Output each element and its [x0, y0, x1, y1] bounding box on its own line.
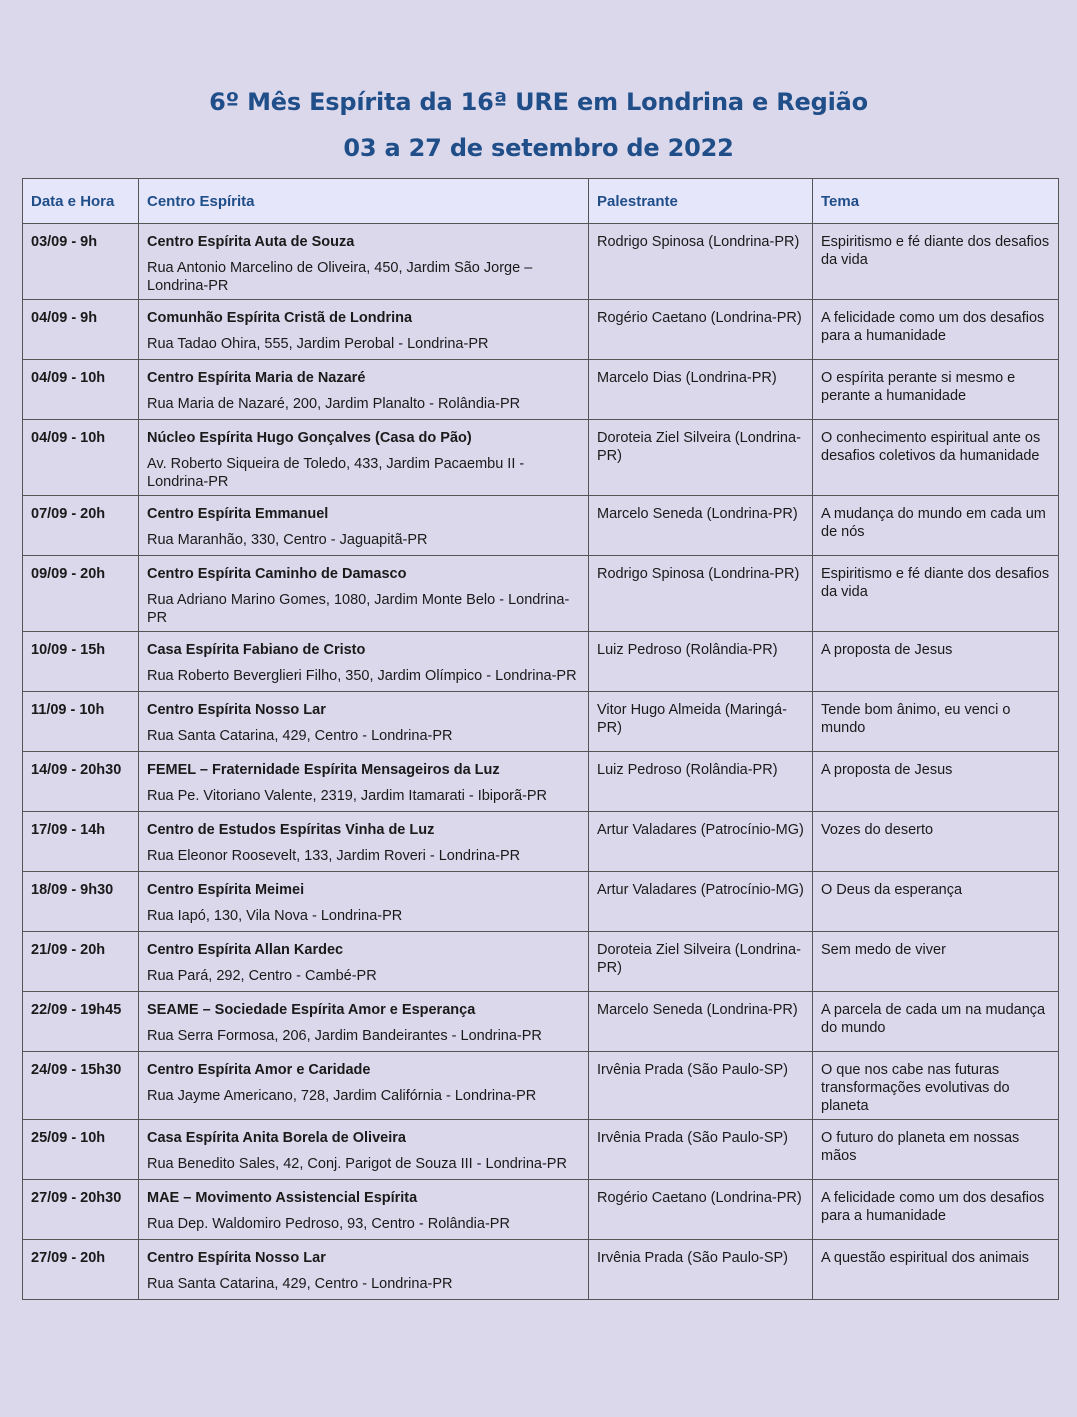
page-subtitle-dates: 03 a 27 de setembro de 2022: [343, 134, 734, 162]
center-name: Centro Espírita Maria de Nazaré: [147, 370, 366, 386]
table-row: [23, 360, 1059, 420]
date-time-cell: 09/09 - 20h: [23, 556, 139, 632]
center-address: Rua Santa Catarina, 429, Centro - Londrina-PR: [147, 728, 453, 744]
center-name: Comunhão Espírita Cristã de Londrina: [147, 310, 413, 326]
center-address: Rua Jayme Americano, 728, Jardim Califórnia - Londrina-PR: [147, 1088, 537, 1104]
date-time-cell: 24/09 - 15h30: [23, 1052, 139, 1120]
header-center: Centro Espírita: [139, 179, 589, 224]
center-address: Rua Dep. Waldomiro Pedroso, 93, Centro - Rolândia-PR: [147, 1216, 510, 1232]
center-address: Rua Benedito Sales, 42, Conj. Parigot de Souza III - Londrina-PR: [147, 1156, 567, 1172]
theme-cell: Tende bom ânimo, eu venci o mundo: [813, 692, 1059, 752]
header-date-time: Data e Hora: [23, 179, 139, 224]
speaker-cell: Rodrigo Spinosa (Londrina-PR): [589, 224, 813, 300]
table-row: [23, 872, 1059, 932]
center-address: Rua Maria de Nazaré, 200, Jardim Planalto - Rolândia-PR: [147, 396, 521, 412]
speaker-cell: Marcelo Dias (Londrina-PR): [589, 360, 813, 420]
date-time-cell: 04/09 - 10h: [23, 360, 139, 420]
center-name: FEMEL – Fraternidade Espírita Mensageiros da Luz: [147, 762, 500, 778]
table-row: [23, 1120, 1059, 1180]
center-name: Centro Espírita Emmanuel: [147, 506, 329, 522]
theme-cell: A parcela de cada um na mudança do mundo: [813, 992, 1059, 1052]
center-address: Rua Iapó, 130, Vila Nova - Londrina-PR: [147, 908, 403, 924]
center-cell: [139, 872, 589, 932]
date-time-cell: 22/09 - 19h45: [23, 992, 139, 1052]
date-time-cell: 03/09 - 9h: [23, 224, 139, 300]
table-row: [23, 224, 1059, 300]
center-name: Núcleo Espírita Hugo Gonçalves (Casa do Pão): [147, 430, 472, 446]
speaker-cell: Rogério Caetano (Londrina-PR): [589, 300, 813, 360]
theme-cell: A proposta de Jesus: [813, 632, 1059, 692]
header-theme: Tema: [813, 179, 1059, 224]
schedule-table: [22, 178, 1059, 1300]
date-time-cell: 10/09 - 15h: [23, 632, 139, 692]
center-name: Casa Espírita Anita Borela de Oliveira: [147, 1130, 406, 1146]
center-address: Rua Serra Formosa, 206, Jardim Bandeirantes - Londrina-PR: [147, 1028, 542, 1044]
center-address: Rua Eleonor Roosevelt, 133, Jardim Roveri - Londrina-PR: [147, 848, 521, 864]
center-name: Casa Espírita Fabiano de Cristo: [147, 642, 366, 658]
date-time-cell: 04/09 - 10h: [23, 420, 139, 496]
theme-cell: Sem medo de viver: [813, 932, 1059, 992]
center-cell: [139, 1120, 589, 1180]
center-address: Av. Roberto Siqueira de Toledo, 433, Jardim Pacaembu II - Londrina-PR: [147, 456, 525, 490]
date-time-cell: 14/09 - 20h30: [23, 752, 139, 812]
center-address: Rua Antonio Marcelino de Oliveira, 450, Jardim São Jorge – Londrina-PR: [147, 260, 533, 294]
page-title: 6º Mês Espírita da 16ª URE em Londrina e Região: [209, 88, 868, 116]
center-name: Centro Espírita Auta de Souza: [147, 234, 355, 250]
center-cell: [139, 224, 589, 300]
speaker-cell: Irvênia Prada (São Paulo-SP): [589, 1120, 813, 1180]
center-cell: [139, 632, 589, 692]
table-row: [23, 300, 1059, 360]
center-address: Rua Roberto Beverglieri Filho, 350, Jardim Olímpico - Londrina-PR: [147, 668, 577, 684]
table-row: [23, 496, 1059, 556]
table-body: [23, 224, 1059, 1300]
table-header-row: [23, 179, 1059, 224]
center-name: SEAME – Sociedade Espírita Amor e Esperança: [147, 1002, 476, 1018]
speaker-cell: Luiz Pedroso (Rolândia-PR): [589, 632, 813, 692]
table-row: [23, 992, 1059, 1052]
center-cell: [139, 752, 589, 812]
table-row: [23, 812, 1059, 872]
center-cell: [139, 496, 589, 556]
theme-cell: Espiritismo e fé diante dos desafios da vida: [813, 224, 1059, 300]
theme-cell: O futuro do planeta em nossas mãos: [813, 1120, 1059, 1180]
theme-cell: A felicidade como um dos desafios para a humanidade: [813, 300, 1059, 360]
center-name: MAE – Movimento Assistencial Espírita: [147, 1190, 418, 1206]
date-time-cell: 27/09 - 20h30: [23, 1180, 139, 1240]
table-row: [23, 1052, 1059, 1120]
center-cell: [139, 692, 589, 752]
center-address: Rua Maranhão, 330, Centro - Jaguapitã-PR: [147, 532, 428, 548]
table-row: [23, 692, 1059, 752]
date-time-cell: 18/09 - 9h30: [23, 872, 139, 932]
center-name: Centro Espírita Nosso Lar: [147, 702, 326, 718]
speaker-cell: Marcelo Seneda (Londrina-PR): [589, 496, 813, 556]
date-time-cell: 07/09 - 20h: [23, 496, 139, 556]
date-time-cell: 11/09 - 10h: [23, 692, 139, 752]
speaker-cell: Irvênia Prada (São Paulo-SP): [589, 1052, 813, 1120]
speaker-cell: Vitor Hugo Almeida (Maringá-PR): [589, 692, 813, 752]
date-time-cell: 25/09 - 10h: [23, 1120, 139, 1180]
date-time-cell: 04/09 - 9h: [23, 300, 139, 360]
center-cell: [139, 992, 589, 1052]
theme-cell: O espírita perante si mesmo e perante a humanidade: [813, 360, 1059, 420]
theme-cell: O que nos cabe nas futuras transformações evolutivas do planeta: [813, 1052, 1059, 1120]
speaker-cell: Artur Valadares (Patrocínio-MG): [589, 872, 813, 932]
speaker-cell: Rodrigo Spinosa (Londrina-PR): [589, 556, 813, 632]
date-time-cell: 17/09 - 14h: [23, 812, 139, 872]
theme-cell: A felicidade como um dos desafios para a humanidade: [813, 1180, 1059, 1240]
center-cell: [139, 300, 589, 360]
center-name: Centro Espírita Allan Kardec: [147, 942, 344, 958]
table-row: [23, 1240, 1059, 1300]
center-name: Centro Espírita Nosso Lar: [147, 1250, 326, 1266]
center-cell: [139, 812, 589, 872]
theme-cell: O Deus da esperança: [813, 872, 1059, 932]
center-address: Rua Adriano Marino Gomes, 1080, Jardim Monte Belo - Londrina-PR: [147, 592, 570, 626]
center-cell: [139, 420, 589, 496]
date-time-cell: 21/09 - 20h: [23, 932, 139, 992]
speaker-cell: Luiz Pedroso (Rolândia-PR): [589, 752, 813, 812]
center-cell: [139, 360, 589, 420]
table-row: [23, 556, 1059, 632]
center-address: Rua Tadao Ohira, 555, Jardim Perobal - Londrina-PR: [147, 336, 489, 352]
table-row: [23, 752, 1059, 812]
center-address: Rua Pe. Vitoriano Valente, 2319, Jardim Itamarati - Ibiporã-PR: [147, 788, 548, 804]
header-speaker: Palestrante: [589, 179, 813, 224]
theme-cell: A questão espiritual dos animais: [813, 1240, 1059, 1300]
center-cell: [139, 1180, 589, 1240]
center-cell: [139, 556, 589, 632]
center-cell: [139, 1240, 589, 1300]
speaker-cell: Irvênia Prada (São Paulo-SP): [589, 1240, 813, 1300]
speaker-cell: Marcelo Seneda (Londrina-PR): [589, 992, 813, 1052]
speaker-cell: Artur Valadares (Patrocínio-MG): [589, 812, 813, 872]
speaker-cell: Rogério Caetano (Londrina-PR): [589, 1180, 813, 1240]
center-name: Centro de Estudos Espíritas Vinha de Luz: [147, 822, 435, 838]
theme-cell: Espiritismo e fé diante dos desafios da vida: [813, 556, 1059, 632]
theme-cell: A mudança do mundo em cada um de nós: [813, 496, 1059, 556]
center-name: Centro Espírita Caminho de Damasco: [147, 566, 407, 582]
table-row: [23, 420, 1059, 496]
center-name: Centro Espírita Meimei: [147, 882, 305, 898]
speaker-cell: Doroteia Ziel Silveira (Londrina-PR): [589, 932, 813, 992]
table-row: [23, 632, 1059, 692]
center-address: Rua Santa Catarina, 429, Centro - Londrina-PR: [147, 1276, 453, 1292]
speaker-cell: Doroteia Ziel Silveira (Londrina-PR): [589, 420, 813, 496]
theme-cell: O conhecimento espiritual ante os desafios coletivos da humanidade: [813, 420, 1059, 496]
theme-cell: A proposta de Jesus: [813, 752, 1059, 812]
center-address: Rua Pará, 292, Centro - Cambé-PR: [147, 968, 377, 984]
center-name: Centro Espírita Amor e Caridade: [147, 1062, 371, 1078]
table-row: [23, 932, 1059, 992]
date-time-cell: 27/09 - 20h: [23, 1240, 139, 1300]
center-cell: [139, 932, 589, 992]
theme-cell: Vozes do deserto: [813, 812, 1059, 872]
center-cell: [139, 1052, 589, 1120]
table-row: [23, 1180, 1059, 1240]
